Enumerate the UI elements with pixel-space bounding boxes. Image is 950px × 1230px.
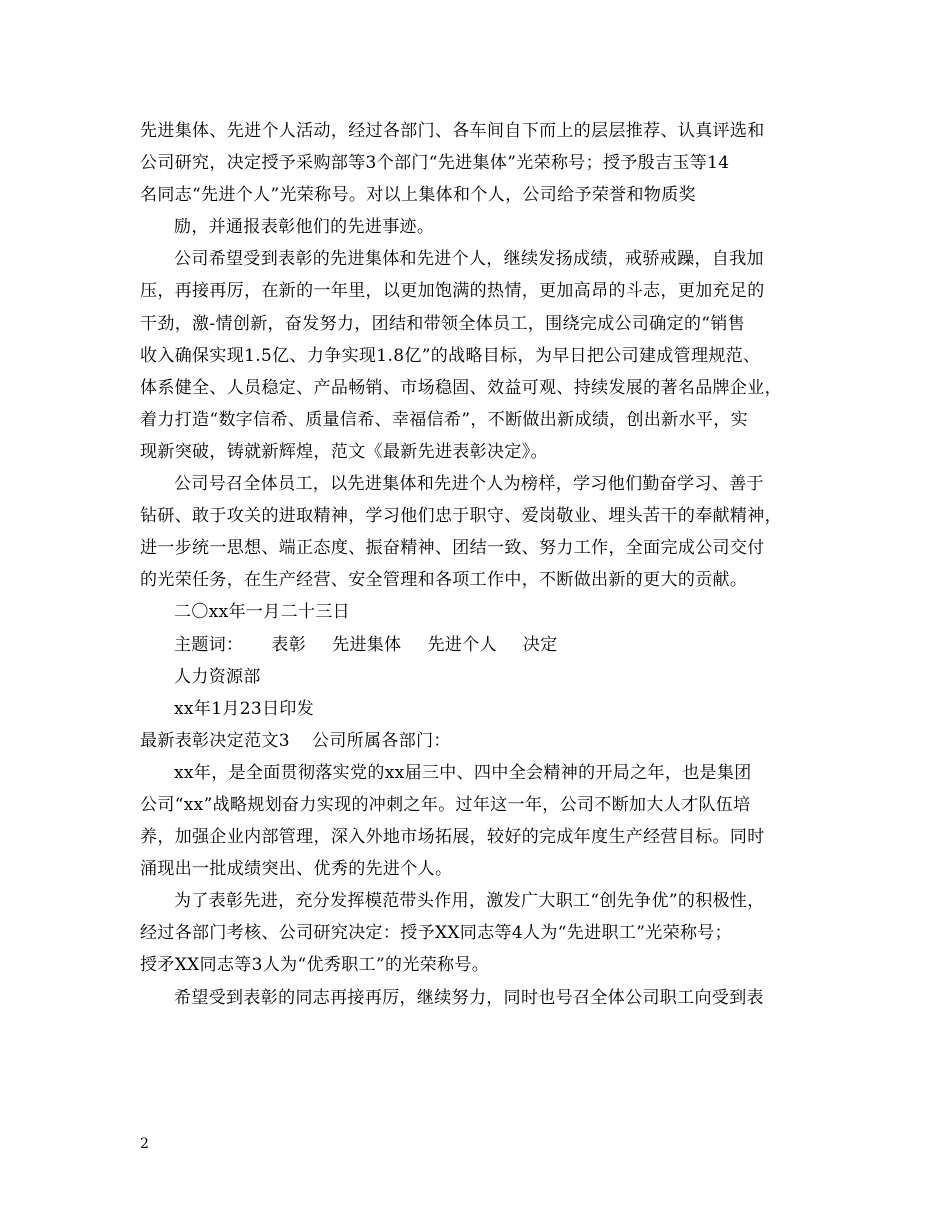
subject-term: 先进个人	[427, 634, 497, 655]
section-title: 最新表彰决定范文3	[140, 730, 290, 751]
subject-terms-line	[140, 629, 820, 661]
text-line: 公司“xx”战略规划奋力实现的冲刺之年。过年这一年，公司不断加大人才队伍培	[140, 794, 751, 815]
text-line: 公司希望受到表彰的先进集体和先进个人，继续发扬成绩，戒骄戒躁，自我加	[174, 249, 764, 270]
document-body	[140, 115, 820, 1014]
text-line: 涌现出一批成绩突出、优秀的先进个人。	[140, 859, 453, 880]
text-line: 公司号召全体员工，以先进集体和先进个人为榜样，学习他们勤奋学习、善于	[174, 474, 764, 495]
text-line: xx年，是全面贯彻落实党的xx届三中、四中全会精神的开局之年，也是集团	[174, 762, 752, 783]
text-line: 为了表彰先进，充分发挥模范带头作用，激发广大职工“创先争优”的积极性，	[174, 891, 765, 912]
page-number: 2	[140, 1136, 149, 1152]
text-line: 经过各部门考核、公司研究决定：授予XX同志等4人为“先进职工”光荣称号；	[140, 923, 733, 944]
subject-label: 主题词：	[174, 634, 244, 655]
addressee: 公司所属各部门：	[311, 730, 451, 751]
text-line: 公司研究，决定授予采购部等3个部门“先进集体”光荣称号；授予殷吉玉等14	[140, 153, 730, 174]
subject-term: 先进集体	[332, 634, 402, 655]
text-line: 着力打造“数字信希、质量信希、幸福信希”，不断做出新成绩，创出新水平，实	[140, 409, 748, 430]
document-date: 二〇xx年一月二十三日	[174, 602, 351, 623]
text-line: 名同志“先进个人”光荣称号。对以上集体和个人，公司给予荣誉和物质奖	[140, 185, 696, 206]
text-line: 先进集体、先进个人活动，经过各部门、各车间自下而上的层层推荐、认真评选和	[140, 121, 765, 141]
text-line: 干劲，激-情创新，奋发努力，团结和带领全体员工，围绕完成公司确定的“销售	[140, 313, 746, 334]
text-line: 压，再接再厉，在新的一年里，以更加饱满的热情，更加高昂的斗志，更加充足的	[140, 281, 765, 302]
text-line: 授矛XX同志等3人为“优秀职工”的光荣称号。	[140, 955, 490, 976]
print-date: xx年1月23日印发	[174, 698, 315, 719]
subject-term: 表彰	[271, 634, 307, 655]
text-line: 的光荣任务，在生产经营、安全管理和各项工作中，不断做出新的更大的贡献。	[140, 570, 748, 591]
text-line: 现新突破，铸就新辉煌，范文《最新先进表彰决定》。	[140, 441, 548, 462]
text-line: 进一步统一思想、端正态度、振奋精神、团结一致、努力工作，全面完成公司交付	[140, 538, 765, 559]
section-heading-line	[140, 725, 820, 757]
text-line: 钻研、敢于攻关的进取精神，学习他们忠于职守、爱岗敬业、埋头苦干的奉献精神，	[140, 506, 782, 527]
subject-term: 决定	[522, 634, 558, 655]
text-line: 体系健全、人员稳定、产品畅销、市场稳固、效益可观、持续发展的著名品牌企业，	[140, 377, 782, 398]
issuing-department: 人力资源部	[174, 666, 261, 687]
text-line: 励，并通报表彰他们的先进事迹。	[174, 217, 435, 238]
text-line: 希望受到表彰的同志再接再厉，继续努力，同时也号召全体公司职工向受到表	[174, 987, 764, 1008]
text-line: 收入确保实现1.5亿、力争实现1.8亿”的战略目标，为早日把公司建成管理规范、	[140, 345, 761, 366]
text-line: 养，加强企业内部管理，深入外地市场拓展，较好的完成年度生产经营目标。同时	[140, 827, 765, 848]
